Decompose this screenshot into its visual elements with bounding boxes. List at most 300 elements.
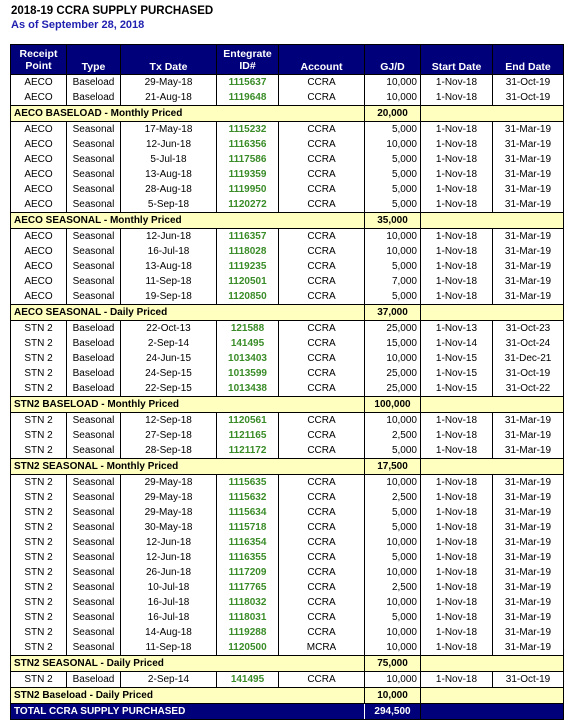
subtotal-value: 10,000: [365, 688, 421, 704]
type-cell: Seasonal: [67, 229, 121, 245]
end-date-cell: 31-Oct-23: [493, 321, 564, 337]
start-date-cell: 1-Nov-18: [421, 595, 493, 610]
subtotal-row: [11, 213, 564, 229]
entegrate-id-cell: 141495: [217, 336, 279, 351]
gjd-cell: 10,000: [365, 90, 421, 106]
gjd-cell: 10,000: [365, 413, 421, 429]
start-date-cell: 1-Nov-18: [421, 640, 493, 656]
tx-date-cell: 28-Aug-18: [121, 182, 217, 197]
start-date-cell: 1-Nov-18: [421, 152, 493, 167]
entegrate-id-cell: 1116357: [217, 229, 279, 245]
receipt-point-cell: STN 2: [11, 672, 67, 688]
type-cell: Seasonal: [67, 505, 121, 520]
tx-date-cell: 24-Jun-15: [121, 351, 217, 366]
account-cell: CCRA: [279, 336, 365, 351]
account-cell: CCRA: [279, 366, 365, 381]
receipt-point-cell: AECO: [11, 259, 67, 274]
subtotal-value: 37,000: [365, 305, 421, 321]
start-date-cell: 1-Nov-18: [421, 289, 493, 305]
header-account: Account: [279, 45, 365, 75]
gjd-cell: 10,000: [365, 229, 421, 245]
end-date-cell: 31-Mar-19: [493, 413, 564, 429]
table-row: [11, 75, 564, 91]
table-row: [11, 550, 564, 565]
table-row: [11, 122, 564, 138]
end-date-cell: 31-Mar-19: [493, 428, 564, 443]
gjd-cell: 10,000: [365, 595, 421, 610]
subtotal-row: [11, 106, 564, 122]
table-row: [11, 428, 564, 443]
gjd-cell: 10,000: [365, 137, 421, 152]
entegrate-id-cell: 1120500: [217, 640, 279, 656]
entegrate-id-cell: 1119359: [217, 167, 279, 182]
account-cell: CCRA: [279, 229, 365, 245]
tx-date-cell: 30-May-18: [121, 520, 217, 535]
entegrate-id-cell: 1116355: [217, 550, 279, 565]
table-row: [11, 640, 564, 656]
header-receipt-point: Receipt Point: [11, 45, 67, 75]
start-date-cell: 1-Nov-18: [421, 505, 493, 520]
end-date-cell: 31-Mar-19: [493, 443, 564, 459]
account-cell: CCRA: [279, 259, 365, 274]
receipt-point-cell: AECO: [11, 182, 67, 197]
type-cell: Seasonal: [67, 580, 121, 595]
tx-date-cell: 10-Jul-18: [121, 580, 217, 595]
header-end-date: End Date: [493, 45, 564, 75]
table-row: [11, 610, 564, 625]
tx-date-cell: 21-Aug-18: [121, 90, 217, 106]
gjd-cell: 15,000: [365, 336, 421, 351]
account-cell: CCRA: [279, 413, 365, 429]
type-cell: Baseload: [67, 336, 121, 351]
total-label: TOTAL CCRA SUPPLY PURCHASED: [11, 704, 365, 720]
header-gjd: GJ/D: [365, 45, 421, 75]
entegrate-id-cell: 1116354: [217, 535, 279, 550]
receipt-point-cell: STN 2: [11, 520, 67, 535]
tx-date-cell: 11-Sep-18: [121, 640, 217, 656]
start-date-cell: 1-Nov-18: [421, 550, 493, 565]
table-row: [11, 90, 564, 106]
type-cell: Seasonal: [67, 443, 121, 459]
type-cell: Baseload: [67, 90, 121, 106]
tx-date-cell: 14-Aug-18: [121, 625, 217, 640]
subtotal-blank: [493, 397, 564, 413]
end-date-cell: 31-Mar-19: [493, 550, 564, 565]
subtotal-blank: [421, 656, 493, 672]
gjd-cell: 2,500: [365, 580, 421, 595]
account-cell: CCRA: [279, 381, 365, 397]
subtotal-blank: [493, 688, 564, 704]
start-date-cell: 1-Nov-18: [421, 490, 493, 505]
account-cell: CCRA: [279, 580, 365, 595]
type-cell: Seasonal: [67, 595, 121, 610]
receipt-point-cell: AECO: [11, 137, 67, 152]
receipt-point-cell: STN 2: [11, 428, 67, 443]
subtotal-blank: [493, 106, 564, 122]
entegrate-id-cell: 1119288: [217, 625, 279, 640]
entegrate-id-cell: 1119235: [217, 259, 279, 274]
table-row: [11, 595, 564, 610]
end-date-cell: 31-Mar-19: [493, 520, 564, 535]
tx-date-cell: 5-Sep-18: [121, 197, 217, 213]
type-cell: Seasonal: [67, 167, 121, 182]
gjd-cell: 10,000: [365, 75, 421, 91]
tx-date-cell: 27-Sep-18: [121, 428, 217, 443]
account-cell: CCRA: [279, 289, 365, 305]
gjd-cell: 5,000: [365, 520, 421, 535]
table-row: [11, 580, 564, 595]
account-cell: CCRA: [279, 351, 365, 366]
tx-date-cell: 16-Jul-18: [121, 610, 217, 625]
end-date-cell: 31-Mar-19: [493, 182, 564, 197]
table-row: [11, 152, 564, 167]
gjd-cell: 5,000: [365, 505, 421, 520]
type-cell: Seasonal: [67, 137, 121, 152]
account-cell: CCRA: [279, 595, 365, 610]
receipt-point-cell: STN 2: [11, 443, 67, 459]
entegrate-id-cell: 1115634: [217, 505, 279, 520]
subtotal-label: STN2 SEASONAL - Daily Priced: [11, 656, 365, 672]
type-cell: Seasonal: [67, 289, 121, 305]
start-date-cell: 1-Nov-18: [421, 443, 493, 459]
end-date-cell: 31-Mar-19: [493, 229, 564, 245]
entegrate-id-cell: 1119950: [217, 182, 279, 197]
table-row: [11, 475, 564, 491]
tx-date-cell: 5-Jul-18: [121, 152, 217, 167]
account-cell: CCRA: [279, 274, 365, 289]
table-row: [11, 167, 564, 182]
entegrate-id-cell: 1115635: [217, 475, 279, 491]
receipt-point-cell: STN 2: [11, 640, 67, 656]
end-date-cell: 31-Mar-19: [493, 535, 564, 550]
receipt-point-cell: STN 2: [11, 505, 67, 520]
subtotal-value: 17,500: [365, 459, 421, 475]
tx-date-cell: 12-Jun-18: [121, 550, 217, 565]
subtotal-value: 75,000: [365, 656, 421, 672]
receipt-point-cell: STN 2: [11, 321, 67, 337]
start-date-cell: 1-Nov-18: [421, 274, 493, 289]
gjd-cell: 5,000: [365, 152, 421, 167]
entegrate-id-cell: 1013403: [217, 351, 279, 366]
end-date-cell: 31-Mar-19: [493, 122, 564, 138]
table-row: [11, 351, 564, 366]
account-cell: CCRA: [279, 75, 365, 91]
type-cell: Seasonal: [67, 244, 121, 259]
account-cell: CCRA: [279, 244, 365, 259]
start-date-cell: 1-Nov-18: [421, 229, 493, 245]
entegrate-id-cell: 1120501: [217, 274, 279, 289]
entegrate-id-cell: 1013438: [217, 381, 279, 397]
supply-table: [10, 44, 564, 720]
entegrate-id-cell: 1115632: [217, 490, 279, 505]
end-date-cell: 31-Dec-21: [493, 351, 564, 366]
account-cell: CCRA: [279, 137, 365, 152]
subtotal-row: [11, 688, 564, 704]
tx-date-cell: 12-Jun-18: [121, 535, 217, 550]
subtotal-row: [11, 459, 564, 475]
gjd-cell: 25,000: [365, 381, 421, 397]
subtotal-label: STN2 SEASONAL - Monthly Priced: [11, 459, 365, 475]
tx-date-cell: 12-Jun-18: [121, 229, 217, 245]
table-header-row: [11, 45, 564, 75]
tx-date-cell: 16-Jul-18: [121, 595, 217, 610]
receipt-point-cell: AECO: [11, 75, 67, 91]
type-cell: Seasonal: [67, 535, 121, 550]
type-cell: Baseload: [67, 366, 121, 381]
account-cell: CCRA: [279, 167, 365, 182]
account-cell: CCRA: [279, 443, 365, 459]
total-blank: [493, 704, 564, 720]
tx-date-cell: 29-May-18: [121, 505, 217, 520]
tx-date-cell: 28-Sep-18: [121, 443, 217, 459]
gjd-cell: 25,000: [365, 366, 421, 381]
tx-date-cell: 29-May-18: [121, 75, 217, 91]
receipt-point-cell: AECO: [11, 289, 67, 305]
start-date-cell: 1-Nov-18: [421, 610, 493, 625]
account-cell: CCRA: [279, 90, 365, 106]
type-cell: Seasonal: [67, 640, 121, 656]
end-date-cell: 31-Oct-19: [493, 366, 564, 381]
start-date-cell: 1-Nov-18: [421, 475, 493, 491]
gjd-cell: 2,500: [365, 428, 421, 443]
receipt-point-cell: STN 2: [11, 475, 67, 491]
subtotal-row: [11, 397, 564, 413]
total-value: 294,500: [365, 704, 421, 720]
entegrate-id-cell: 1116356: [217, 137, 279, 152]
end-date-cell: 31-Mar-19: [493, 152, 564, 167]
tx-date-cell: 11-Sep-18: [121, 274, 217, 289]
tx-date-cell: 2-Sep-14: [121, 672, 217, 688]
account-cell: CCRA: [279, 197, 365, 213]
end-date-cell: 31-Oct-19: [493, 672, 564, 688]
subtotal-blank: [421, 213, 493, 229]
subtotal-label: AECO SEASONAL - Daily Priced: [11, 305, 365, 321]
table-row: [11, 443, 564, 459]
gjd-cell: 5,000: [365, 182, 421, 197]
start-date-cell: 1-Nov-18: [421, 535, 493, 550]
type-cell: Seasonal: [67, 428, 121, 443]
tx-date-cell: 13-Aug-18: [121, 167, 217, 182]
account-cell: CCRA: [279, 550, 365, 565]
table-row: [11, 244, 564, 259]
type-cell: Seasonal: [67, 550, 121, 565]
account-cell: CCRA: [279, 182, 365, 197]
end-date-cell: 31-Mar-19: [493, 137, 564, 152]
receipt-point-cell: STN 2: [11, 413, 67, 429]
subtotal-blank: [421, 397, 493, 413]
end-date-cell: 31-Mar-19: [493, 640, 564, 656]
start-date-cell: 1-Nov-18: [421, 428, 493, 443]
gjd-cell: 10,000: [365, 535, 421, 550]
subtotal-blank: [493, 305, 564, 321]
gjd-cell: 10,000: [365, 565, 421, 580]
account-cell: CCRA: [279, 610, 365, 625]
tx-date-cell: 12-Sep-18: [121, 413, 217, 429]
subtotal-blank: [493, 656, 564, 672]
end-date-cell: 31-Mar-19: [493, 259, 564, 274]
end-date-cell: 31-Mar-19: [493, 274, 564, 289]
end-date-cell: 31-Mar-19: [493, 244, 564, 259]
type-cell: Seasonal: [67, 259, 121, 274]
start-date-cell: 1-Nov-18: [421, 182, 493, 197]
subtotal-label: STN2 Baseload - Daily Priced: [11, 688, 365, 704]
gjd-cell: 10,000: [365, 475, 421, 491]
start-date-cell: 1-Nov-15: [421, 351, 493, 366]
table-row: [11, 137, 564, 152]
entegrate-id-cell: 1117765: [217, 580, 279, 595]
total-row: [11, 704, 564, 720]
type-cell: Baseload: [67, 381, 121, 397]
receipt-point-cell: STN 2: [11, 490, 67, 505]
entegrate-id-cell: 1115637: [217, 75, 279, 91]
account-cell: CCRA: [279, 122, 365, 138]
receipt-point-cell: STN 2: [11, 351, 67, 366]
type-cell: Baseload: [67, 351, 121, 366]
start-date-cell: 1-Nov-18: [421, 413, 493, 429]
tx-date-cell: 22-Sep-15: [121, 381, 217, 397]
type-cell: Seasonal: [67, 152, 121, 167]
start-date-cell: 1-Nov-18: [421, 565, 493, 580]
start-date-cell: 1-Nov-18: [421, 244, 493, 259]
entegrate-id-cell: 1120850: [217, 289, 279, 305]
account-cell: CCRA: [279, 625, 365, 640]
receipt-point-cell: STN 2: [11, 625, 67, 640]
gjd-cell: 5,000: [365, 259, 421, 274]
start-date-cell: 1-Nov-18: [421, 75, 493, 91]
start-date-cell: 1-Nov-18: [421, 137, 493, 152]
account-cell: CCRA: [279, 321, 365, 337]
entegrate-id-cell: 1115232: [217, 122, 279, 138]
end-date-cell: 31-Mar-19: [493, 595, 564, 610]
end-date-cell: 31-Mar-19: [493, 565, 564, 580]
type-cell: Baseload: [67, 672, 121, 688]
account-cell: CCRA: [279, 505, 365, 520]
receipt-point-cell: AECO: [11, 197, 67, 213]
account-cell: CCRA: [279, 520, 365, 535]
type-cell: Baseload: [67, 321, 121, 337]
subtotal-row: [11, 305, 564, 321]
start-date-cell: 1-Nov-18: [421, 672, 493, 688]
gjd-cell: 5,000: [365, 550, 421, 565]
entegrate-id-cell: 121588: [217, 321, 279, 337]
end-date-cell: 31-Mar-19: [493, 580, 564, 595]
receipt-point-cell: AECO: [11, 152, 67, 167]
type-cell: Seasonal: [67, 490, 121, 505]
entegrate-id-cell: 1121165: [217, 428, 279, 443]
end-date-cell: 31-Oct-22: [493, 381, 564, 397]
tx-date-cell: 13-Aug-18: [121, 259, 217, 274]
receipt-point-cell: STN 2: [11, 550, 67, 565]
account-cell: CCRA: [279, 428, 365, 443]
header-type: Type: [67, 45, 121, 75]
table-row: [11, 274, 564, 289]
end-date-cell: 31-Mar-19: [493, 610, 564, 625]
table-row: [11, 229, 564, 245]
gjd-cell: 5,000: [365, 122, 421, 138]
subtotal-label: AECO BASELOAD - Monthly Priced: [11, 106, 365, 122]
subtotal-blank: [421, 305, 493, 321]
subtotal-blank: [421, 106, 493, 122]
type-cell: Seasonal: [67, 413, 121, 429]
gjd-cell: 5,000: [365, 197, 421, 213]
type-cell: Seasonal: [67, 565, 121, 580]
subtotal-blank: [421, 459, 493, 475]
end-date-cell: 31-Mar-19: [493, 289, 564, 305]
table-row: [11, 535, 564, 550]
table-row: [11, 413, 564, 429]
start-date-cell: 1-Nov-18: [421, 625, 493, 640]
type-cell: Seasonal: [67, 182, 121, 197]
start-date-cell: 1-Nov-18: [421, 259, 493, 274]
table-row: [11, 490, 564, 505]
gjd-cell: 10,000: [365, 672, 421, 688]
header-tx-date: Tx Date: [121, 45, 217, 75]
tx-date-cell: 24-Sep-15: [121, 366, 217, 381]
table-row: [11, 289, 564, 305]
entegrate-id-cell: 1117209: [217, 565, 279, 580]
type-cell: Seasonal: [67, 197, 121, 213]
account-cell: CCRA: [279, 490, 365, 505]
receipt-point-cell: STN 2: [11, 595, 67, 610]
table-row: [11, 366, 564, 381]
tx-date-cell: 2-Sep-14: [121, 336, 217, 351]
end-date-cell: 31-Mar-19: [493, 167, 564, 182]
table-row: [11, 505, 564, 520]
subtotal-blank: [493, 459, 564, 475]
gjd-cell: 5,000: [365, 610, 421, 625]
account-cell: CCRA: [279, 535, 365, 550]
account-cell: CCRA: [279, 565, 365, 580]
tx-date-cell: 17-May-18: [121, 122, 217, 138]
start-date-cell: 1-Nov-18: [421, 167, 493, 182]
type-cell: Baseload: [67, 75, 121, 91]
entegrate-id-cell: 1119648: [217, 90, 279, 106]
subtotal-label: AECO SEASONAL - Monthly Priced: [11, 213, 365, 229]
receipt-point-cell: STN 2: [11, 381, 67, 397]
total-blank: [421, 704, 493, 720]
start-date-cell: 1-Nov-18: [421, 197, 493, 213]
gjd-cell: 25,000: [365, 321, 421, 337]
start-date-cell: 1-Nov-14: [421, 336, 493, 351]
type-cell: Seasonal: [67, 520, 121, 535]
end-date-cell: 31-Mar-19: [493, 625, 564, 640]
receipt-point-cell: STN 2: [11, 535, 67, 550]
entegrate-id-cell: 1121172: [217, 443, 279, 459]
receipt-point-cell: STN 2: [11, 565, 67, 580]
entegrate-id-cell: 1118032: [217, 595, 279, 610]
table-row: [11, 259, 564, 274]
gjd-cell: 5,000: [365, 167, 421, 182]
tx-date-cell: 26-Jun-18: [121, 565, 217, 580]
end-date-cell: 31-Mar-19: [493, 197, 564, 213]
tx-date-cell: 29-May-18: [121, 490, 217, 505]
end-date-cell: 31-Mar-19: [493, 475, 564, 491]
tx-date-cell: 29-May-18: [121, 475, 217, 491]
entegrate-id-cell: 1120272: [217, 197, 279, 213]
start-date-cell: 1-Nov-13: [421, 321, 493, 337]
table-row: [11, 182, 564, 197]
report-title: 2018-19 CCRA SUPPLY PURCHASED: [11, 5, 214, 17]
tx-date-cell: 12-Jun-18: [121, 137, 217, 152]
type-cell: Seasonal: [67, 625, 121, 640]
type-cell: Seasonal: [67, 274, 121, 289]
entegrate-id-cell: 1118031: [217, 610, 279, 625]
end-date-cell: 31-Mar-19: [493, 505, 564, 520]
gjd-cell: 2,500: [365, 490, 421, 505]
start-date-cell: 1-Nov-18: [421, 520, 493, 535]
subtotal-value: 35,000: [365, 213, 421, 229]
start-date-cell: 1-Nov-18: [421, 90, 493, 106]
